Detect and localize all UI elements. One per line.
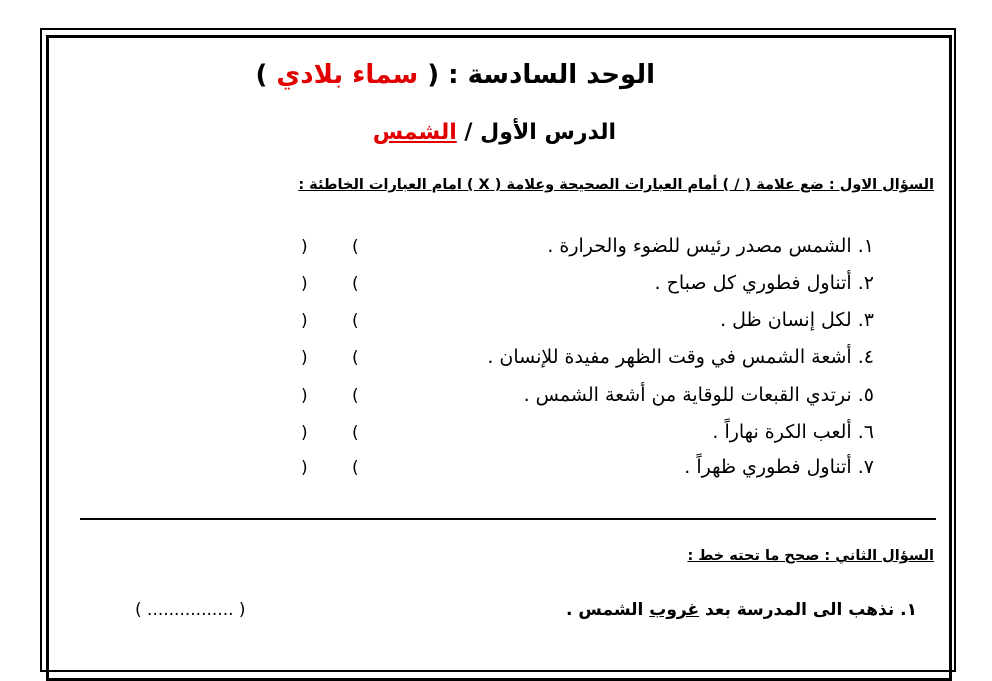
question1-item: ٥. نرتدي القبعات للوقاية من أشعة الشمس .	[523, 384, 874, 406]
question1-item: ٦. ألعب الكرة نهاراً .	[712, 421, 874, 443]
question2-heading: السؤال الثاني : صحح ما تحته خط :	[687, 548, 934, 564]
question1-item: ١. الشمس مصدر رئيس للضوء والحرارة .	[547, 235, 874, 257]
question1-item: ٧. أتناول فطوري ظهراً .	[684, 456, 874, 478]
answer-paren-close: )	[301, 458, 308, 478]
question1-item: ٤. أشعة الشمس في وقت الظهر مفيدة للإنسان .	[487, 346, 874, 368]
lesson-name: الشمس	[372, 120, 457, 145]
answer-paren-close: )	[301, 311, 308, 331]
underlined-word: غروب	[649, 600, 700, 620]
question1-heading: السؤال الاول : ضع علامة ( / ) أمام العبارات الصحيحة وعلامة ( X ) امام العبارات الخاطئة :	[298, 177, 934, 193]
lesson-title	[373, 120, 616, 145]
unit-title-suffix: )	[255, 60, 268, 90]
unit-title	[255, 60, 655, 90]
question2-item-prefix: ١. نذهب الى المدرسة بعد	[699, 600, 917, 620]
unit-title-prefix: الوحد السادسة : (	[427, 60, 655, 90]
answer-paren-close: )	[301, 348, 308, 368]
answer-paren-close: )	[301, 237, 308, 257]
question2-item-suffix: الشمس .	[566, 600, 650, 620]
unit-name: سماء بلادي	[276, 60, 419, 90]
answer-paren-open: (	[352, 311, 359, 331]
answer-paren-open: (	[352, 274, 359, 294]
answer-paren-open: (	[352, 348, 359, 368]
answer-paren-open: (	[352, 458, 359, 478]
answer-paren-open: (	[352, 237, 359, 257]
answer-paren-open: (	[352, 423, 359, 443]
answer-paren-close: )	[301, 274, 308, 294]
answer-paren-close: )	[301, 423, 308, 443]
question1-item: ٣. لكل إنسان ظل .	[720, 309, 874, 331]
answer-paren-close: )	[301, 386, 308, 406]
question2-item	[566, 600, 917, 620]
question1-item: ٢. أتناول فطوري كل صباح .	[654, 272, 874, 294]
lesson-title-prefix: الدرس الأول /	[464, 120, 616, 145]
answer-blank: ( ................ )	[135, 600, 246, 620]
section-divider	[80, 518, 936, 520]
answer-paren-open: (	[352, 386, 359, 406]
